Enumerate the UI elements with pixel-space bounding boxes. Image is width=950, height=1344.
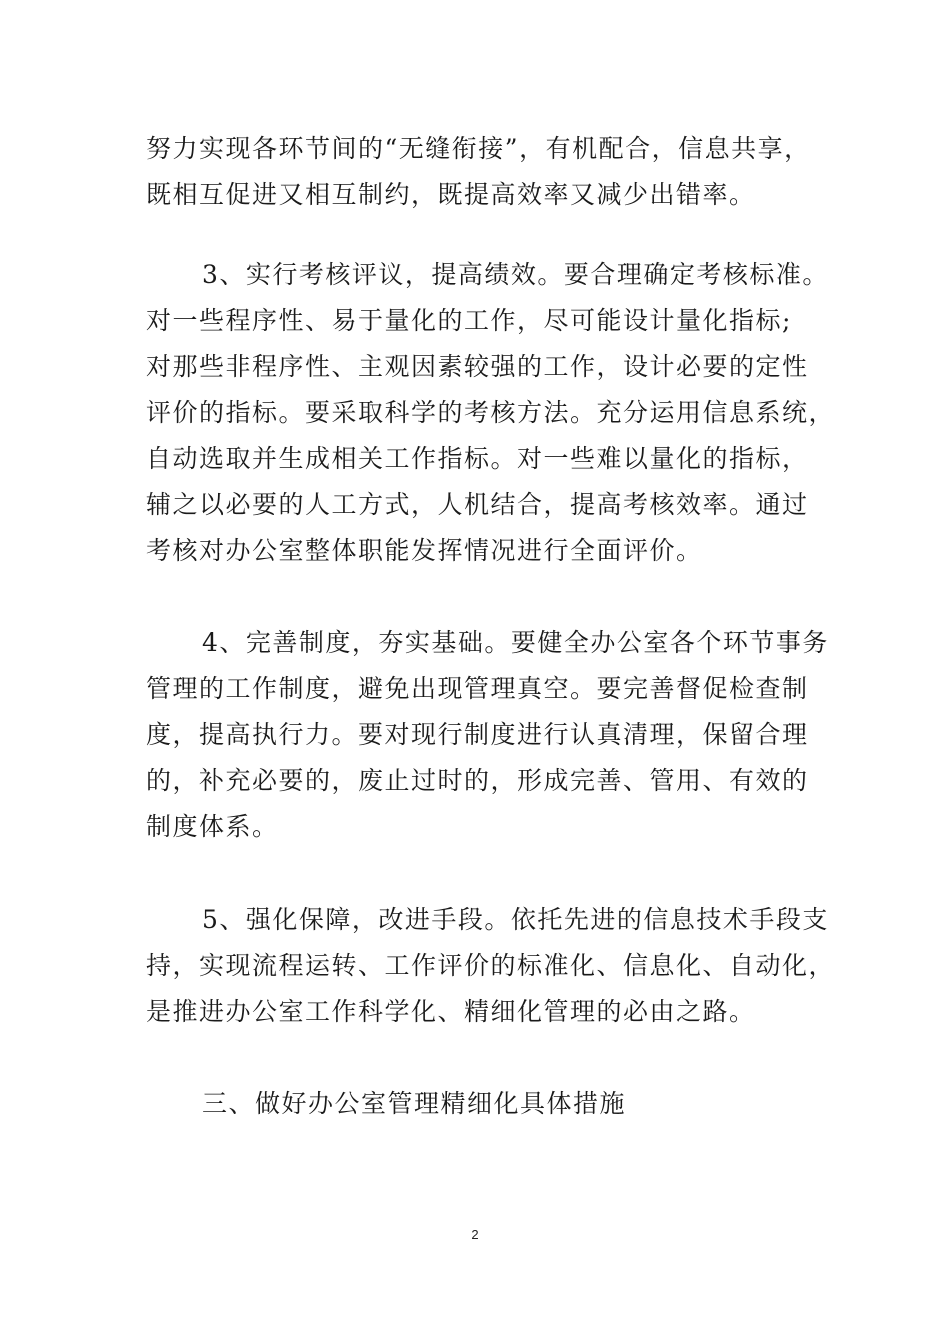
text-line: 持，实现流程运转、工作评价的标准化、信息化、自动化，: [146, 951, 836, 980]
text-line: 评价的指标。要采取科学的考核方法。充分运用信息系统，: [146, 398, 836, 427]
paragraph-item-4: [146, 620, 829, 850]
paragraph-item-3: [146, 252, 836, 574]
page-number: 2: [471, 1227, 479, 1242]
text-line: 考核对办公室整体职能发挥情况进行全面评价。: [146, 536, 703, 565]
text-line: 3、实行考核评议，提高绩效。要合理确定考核标准。: [202, 260, 829, 289]
text-line: 是推进办公室工作科学化、精细化管理的必由之路。: [146, 997, 756, 1026]
paragraph-continuation: [146, 126, 826, 218]
text-line: 4、完善制度，夯实基础。要健全办公室各个环节事务: [202, 628, 829, 657]
text-line: 既相互促进又相互制约，既提高效率又减少出错率。: [146, 180, 756, 209]
text-line: 度，提高执行力。要对现行制度进行认真清理，保留合理: [146, 720, 809, 749]
text-line: 努力实现各环节间的“无缝衔接”，有机配合，信息共享，: [146, 134, 811, 163]
text-line: 对一些程序性、易于量化的工作，尽可能设计量化指标;: [146, 306, 792, 335]
text-line: 辅之以必要的人工方式，人机结合，提高考核效率。通过: [146, 490, 809, 519]
text-line: 三、做好办公室管理精细化具体措施: [202, 1089, 627, 1118]
section-heading: [146, 1081, 826, 1127]
paragraph-item-5: [146, 897, 836, 1035]
text-line: 管理的工作制度，避免出现管理真空。要完善督促检查制: [146, 674, 809, 703]
text-line: 的，补充必要的，废止过时的，形成完善、管用、有效的: [146, 766, 809, 795]
text-line: 对那些非程序性、主观因素较强的工作，设计必要的定性: [146, 352, 809, 381]
text-line: 5、强化保障，改进手段。依托先进的信息技术手段支: [202, 905, 829, 934]
text-line: 自动选取并生成相关工作指标。对一些难以量化的指标，: [146, 444, 809, 473]
text-line: 制度体系。: [146, 812, 279, 841]
